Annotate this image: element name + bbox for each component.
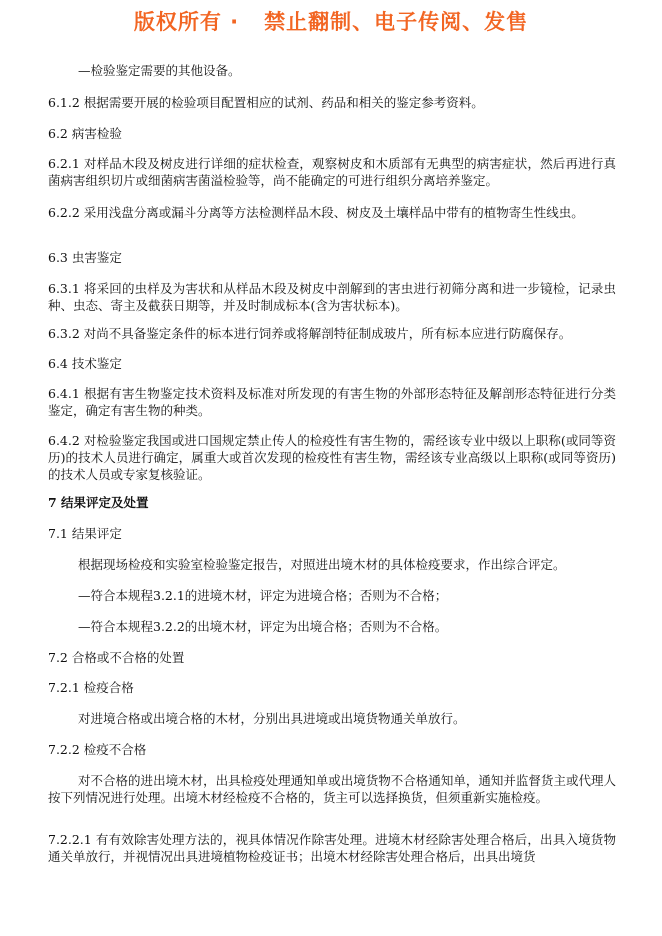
heading-6-2: 6.2 病害检验: [48, 126, 122, 141]
paragraph-evaluation: 根据现场检疫和实验室检验鉴定报告，对照进出境木材的具体检疫要求，作出综合评定。: [78, 557, 566, 572]
heading-7: 7 结果评定及处置: [48, 495, 149, 510]
heading-7-1: 7.1 结果评定: [48, 526, 122, 541]
heading-7-2: 7.2 合格或不合格的处置: [48, 650, 185, 665]
list-item-import-qualified: —符合本规程3.2.1的进境木材，评定为进境合格；否则为不合格；: [78, 588, 448, 603]
heading-6-3: 6.3 虫害鉴定: [48, 250, 122, 265]
clause-6-3-1: 6.3.1 将采回的虫样及为害状和从样品木段及树皮中剖解到的害虫进行初筛分离和进一步镜检，记录虫种、虫态、寄主及截获日期等，并及时制成标本(含为害状标本)。: [48, 281, 616, 313]
list-item-export-qualified: —符合本规程3.2.2的出境木材，评定为出境合格；否则为不合格。: [78, 619, 448, 634]
clause-7-2-2-1: 7.2.2.1 有有效除害处理方法的，视具体情况作除害处理。进境木材经除害处理合格后，出具入境货物通关单放行，并视情况出具进境植物检疫证书；出境木材经除害处理合格后，出具出境货: [48, 832, 616, 864]
clause-6-2-1: 6.2.1 对样品木段及树皮进行详细的症状检查，观察树皮和木质部有无典型的病害症状，然后再进行真菌病害组织切片或细菌病害菌溢检验等，尚不能确定的可进行组织分离培养鉴定。: [48, 156, 616, 188]
paragraph-unqualified-handling: 对不合格的进出境木材，出具检疫处理通知单或出境货物不合格通知单，通知并监督货主或代理人按下列情况进行处理。出境木材经检疫不合格的，货主可以选择换货，但须重新实施检疫。: [48, 773, 616, 805]
paragraph-qualified-release: 对进境合格或出境合格的木材，分别出具进境或出境货物通关单放行。: [78, 711, 466, 726]
clause-6-4-2: 6.4.2 对检验鉴定我国或进口国规定禁止传人的检疫性有害生物的，需经该专业中级以上职称(或同等资历)的技术人员进行确定，属重大或首次发现的检疫性有害生物，需经该专业高级以上职称(或同等资历)的技术人员或专家复核验证。: [48, 433, 616, 482]
list-item-other-equipment: —检验鉴定需要的其他设备。: [78, 63, 241, 78]
clause-6-3-2: 6.3.2 对尚不具备鉴定条件的标本进行饲养或将解剖特征制成玻片，所有标本应进行防腐保存。: [48, 326, 572, 341]
heading-7-2-2: 7.2.2 检疫不合格: [48, 742, 147, 757]
heading-6-4: 6.4 技术鉴定: [48, 356, 122, 371]
heading-7-2-1: 7.2.1 检疫合格: [48, 680, 134, 695]
clause-6-2-2: 6.2.2 采用浅盘分离或漏斗分离等方法检测样品木段、树皮及土壤样品中带有的植物寄生性线虫。: [48, 205, 584, 220]
copyright-watermark: 版权所有 · 禁止翻制、电子传阅、发售: [133, 10, 529, 34]
clause-6-1-2: 6.1.2 根据需要开展的检验项目配置相应的试剂、药品和相关的鉴定参考资料。: [48, 95, 484, 110]
clause-6-4-1: 6.4.1 根据有害生物鉴定技术资料及标准对所发现的有害生物的外部形态特征及解剖形态特征进行分类鉴定，确定有害生物的种类。: [48, 386, 616, 418]
